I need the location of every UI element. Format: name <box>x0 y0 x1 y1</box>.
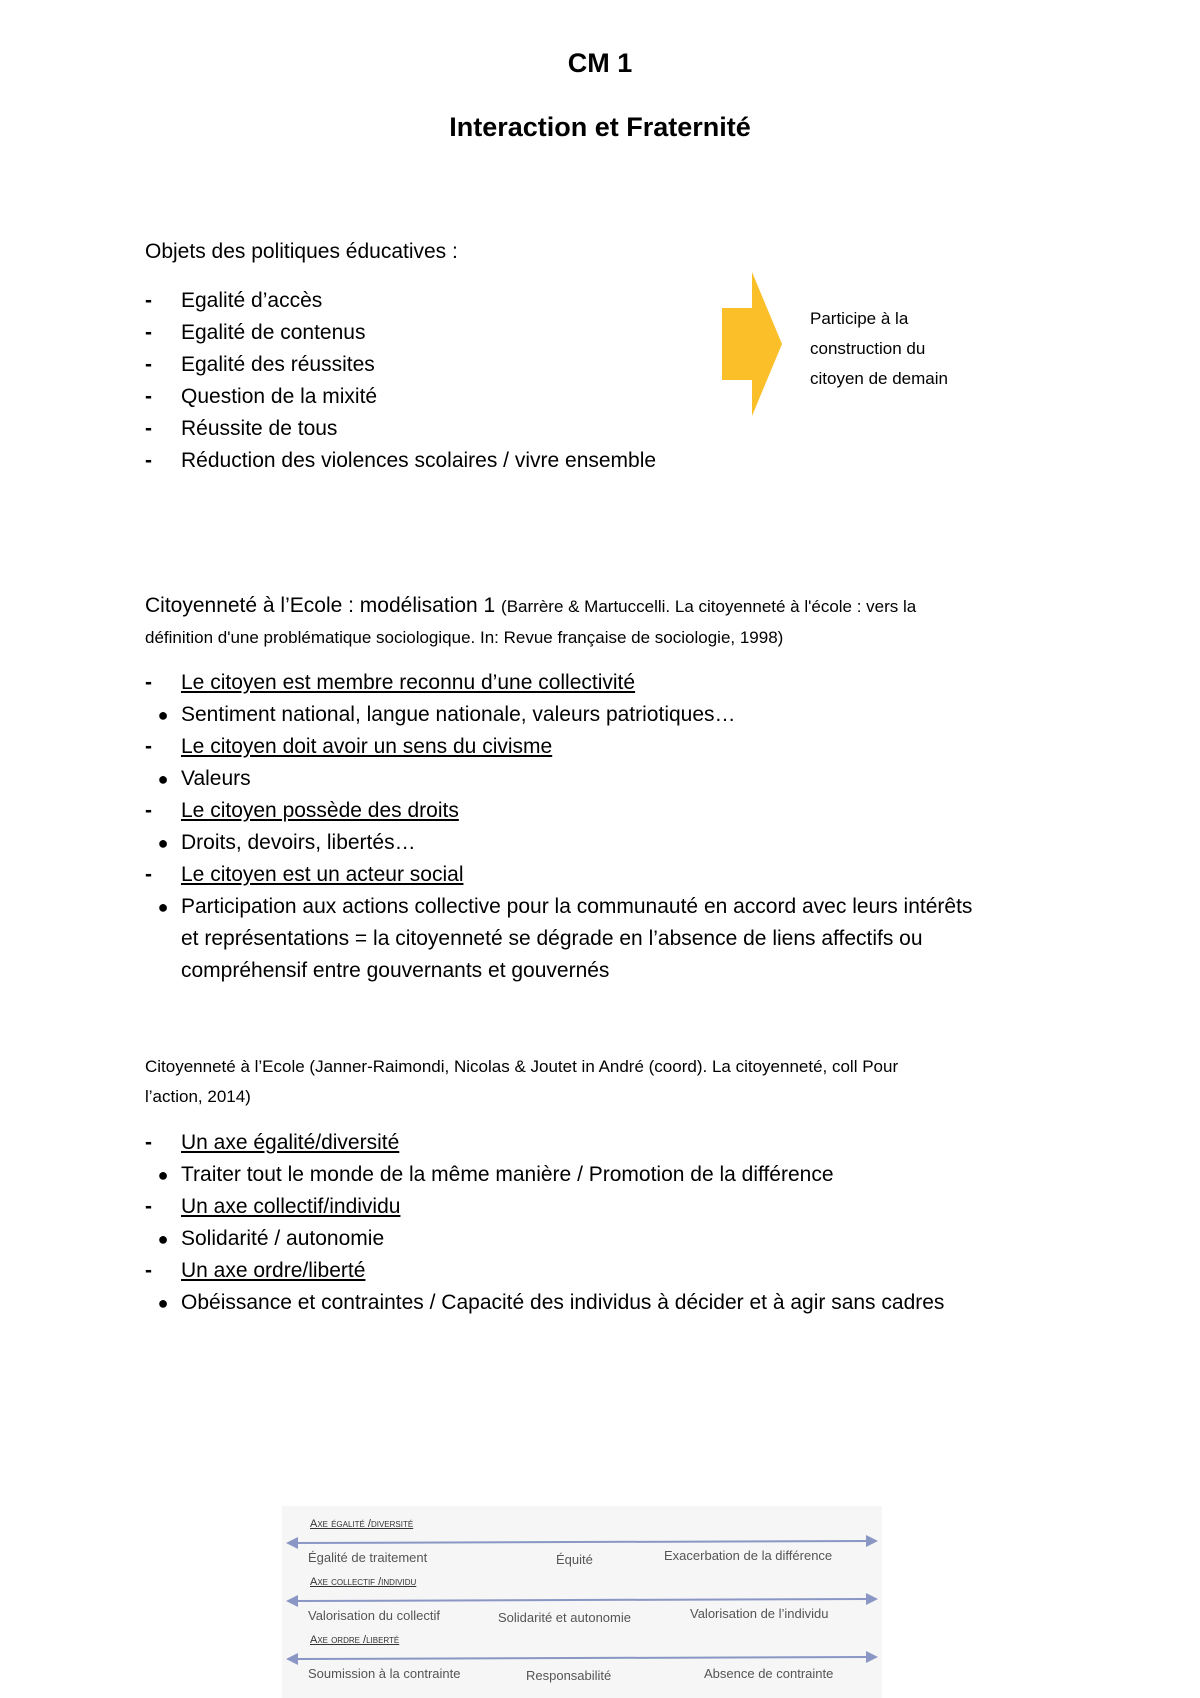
sub-item-cont: et représentations = la citoyenneté se dégrade en l’absence de liens affectifs ou <box>181 927 923 950</box>
model2-list <box>145 1127 944 1319</box>
axis-middle-label: Solidarité et autonomie <box>498 1610 631 1625</box>
sub-item-cont: compréhensif entre gouvernants et gouvernés <box>181 959 610 982</box>
list-item: - Egalité des réussites <box>145 353 375 376</box>
list-item: - Egalité de contenus <box>145 321 366 344</box>
list-item: - Un axe collectif/individu <box>145 1195 401 1218</box>
axes-figure <box>282 1506 882 1698</box>
list-item: - Le citoyen doit avoir un sens du civisme <box>145 735 553 758</box>
model2-heading-block <box>145 1052 898 1112</box>
model1-citation: (Barrère & Martuccelli. La citoyenneté à l'école : vers la <box>501 597 917 616</box>
page-subtitle: Interaction et Fraternité <box>449 112 751 142</box>
callout-text: Participe à la construction du citoyen de demain <box>810 309 948 388</box>
model1-heading: Citoyenneté à l’Ecole : modélisation 1 <box>145 594 496 617</box>
axis-middle-label: Équité <box>556 1552 593 1567</box>
yellow-arrow-shape <box>722 272 782 416</box>
objets-list <box>145 285 656 477</box>
axis-middle-label: Responsabilité <box>526 1668 612 1683</box>
axis-right-label: Valorisation de l’individu <box>690 1606 829 1621</box>
list-item: - Le citoyen est membre reconnu d’une collectivité <box>145 671 636 694</box>
list-item: - Le citoyen est un acteur social <box>145 863 464 886</box>
list-item: - Egalité d’accès <box>145 289 323 312</box>
axis-title: Axe collectif /individu <box>310 1576 417 1588</box>
objets-heading: Objets des politiques éducatives : <box>145 240 458 263</box>
axis-title: Axe ordre /liberté <box>310 1634 400 1646</box>
model2-heading-cont: l’action, 2014) <box>145 1087 251 1106</box>
model1-list <box>145 667 972 987</box>
sub-item: ● Droits, devoirs, libertés… <box>157 831 416 854</box>
axis-left-label: Égalité de traitement <box>308 1550 428 1565</box>
sub-item: ● Sentiment national, langue nationale, valeurs patriotiques… <box>157 703 736 726</box>
axis-right-label: Absence de contrainte <box>704 1666 834 1681</box>
model2-heading: Citoyenneté à l’Ecole (Janner-Raimondi, Nicolas & Joutet in André (coord). La citoyenneté, coll Pour <box>145 1057 899 1076</box>
list-item: - Le citoyen possède des droits <box>145 799 459 822</box>
list-item: - Un axe ordre/liberté <box>145 1259 366 1282</box>
list-item: - Réussite de tous <box>145 417 338 440</box>
model1-citation-cont: définition d'une problématique sociologique. In: Revue française de sociologie, 1998) <box>145 628 784 647</box>
double-arrow-icon <box>286 1650 878 1666</box>
axis-left-label: Valorisation du collectif <box>308 1608 440 1623</box>
sub-item: ● Valeurs <box>157 767 251 790</box>
axis-title: Axe égalité /diversité <box>310 1518 414 1530</box>
list-item: - Un axe égalité/diversité <box>145 1131 400 1154</box>
model1-heading-block <box>145 590 1105 653</box>
list-item: - Réduction des violences scolaires / vivre ensemble <box>145 449 657 472</box>
sub-item: ● Traiter tout le monde de la même manière / Promotion de la différence <box>157 1163 834 1186</box>
axis-left-label: Soumission à la contrainte <box>308 1666 461 1681</box>
sub-item: ● Solidarité / autonomie <box>157 1227 385 1250</box>
list-item: - Question de la mixité <box>145 385 378 408</box>
page-title: CM 1 <box>567 48 633 78</box>
axis-right-label: Exacerbation de la différence <box>664 1548 833 1563</box>
sub-item: ● Obéissance et contraintes / Capacité des individus à décider et à agir sans cadres <box>157 1291 945 1314</box>
sub-item: ● Participation aux actions collective pour la communauté en accord avec leurs intérêts <box>157 895 973 918</box>
